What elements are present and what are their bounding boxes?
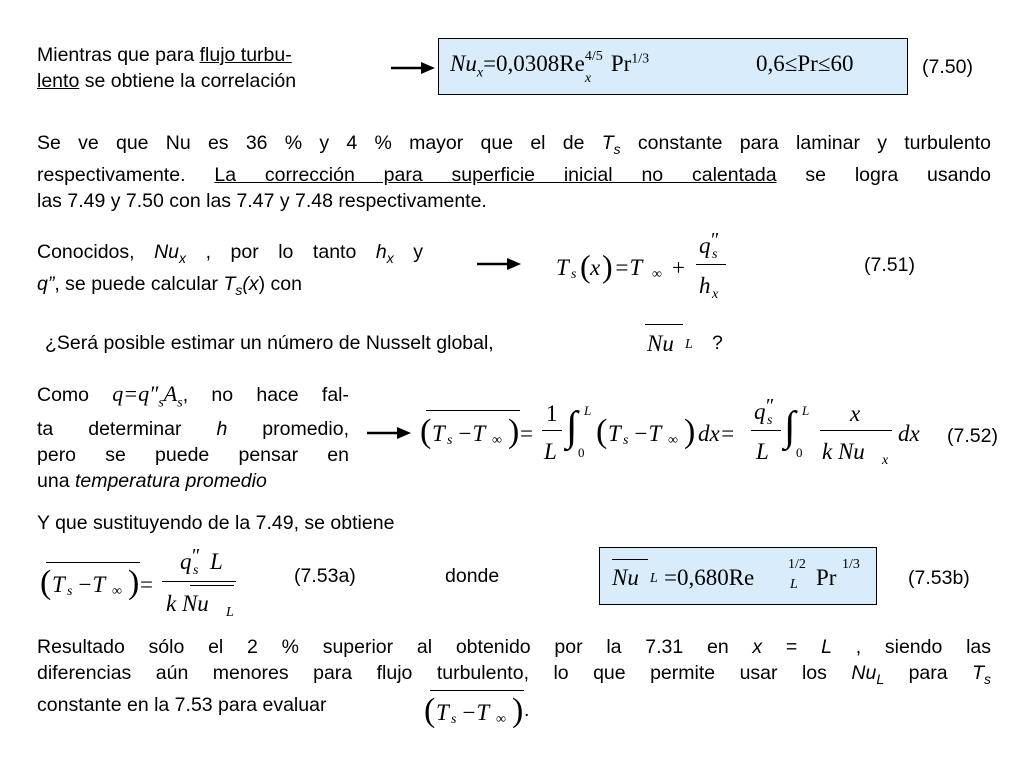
- equation-7-51: T s ( x ) =T ∞ + q ″ s h x: [556, 228, 736, 308]
- arrow-right-icon: [367, 425, 413, 441]
- equation-number-7-53b: (7.53b): [908, 567, 970, 589]
- paragraph-known: Conocidos, $Nu_x$ , por lo tanto $h_x$ y q”, se puede calcular $T_s(x)$ con: [37, 241, 423, 298]
- nusselt-global-symbol: Nu L: [645, 322, 705, 356]
- arrow-right-icon: [391, 60, 437, 76]
- paragraph-como: Como $q=q''_sA_s$, no hace fal- ta determinar h promedio, pero se puede pensar en una temperatura promedio: [37, 381, 349, 493]
- arrow-right-icon: [477, 256, 523, 272]
- equation-7-53b: Nu L =0,680Re 1/2 L Pr 1/3: [612, 557, 860, 592]
- paragraph-result: Resultado sólo el 2 % superior al obtenido por la 7.31 en x = L , siendo las diferencias aún menores para flujo turbulento, lo que permite usar los $Nu_L$ para $T_s$ constante en la 7.53 para evaluar: [37, 636, 992, 716]
- question-mark: ?: [712, 332, 723, 354]
- equation-7-50-range: 0,6≤Pr≤60: [756, 51, 854, 76]
- equation-7-53a: ( T s −T ∞ ) = q ″ s L k Nu L: [40, 544, 250, 624]
- equation-7-50: $Nu_x=0,0308Re$ 4/5 x $Pr^{1/3}$: [450, 49, 650, 86]
- donde-label: donde: [445, 565, 500, 587]
- mean-temperature-difference: ( T s −T ∞ ) .: [424, 692, 530, 729]
- correction-underlined-text: La corrección para superficie inicial no calentada: [214, 163, 777, 186]
- paragraph-substituting: Y que sustituyendo de la 7.49, se obtiene: [37, 512, 395, 534]
- intro-text: Mientras que para flujo turbu- lento se obtiene la correlación: [37, 44, 297, 92]
- equation-7-52: ( T s −T ∞ ) = 1 L ∫ L 0 ( T s −T ∞ ) dx= q ″ s L ∫ L 0 x k Nu x dx: [420, 395, 920, 468]
- equation-number-7-51: (7.51): [864, 254, 915, 276]
- question-nusselt-global: ¿Será posible estimar un número de Nusselt global,: [45, 332, 494, 354]
- equation-number-7-53a: (7.53a): [294, 565, 356, 587]
- equation-number-7-50: (7.50): [922, 56, 973, 78]
- flujo-turbulento-link: flujo turbu-: [199, 44, 292, 66]
- equation-number-7-52: (7.52): [947, 425, 998, 447]
- paragraph-correction: Se ve que Nu es 36 % y 4 % mayor que el de $T_s$ constante para laminar y turbulento respectivamente. La corrección para superficie inicial no calentada se logra usando las 7.49 y 7.50 con las 7.47 y 7.48 respectivamente.: [37, 132, 992, 212]
